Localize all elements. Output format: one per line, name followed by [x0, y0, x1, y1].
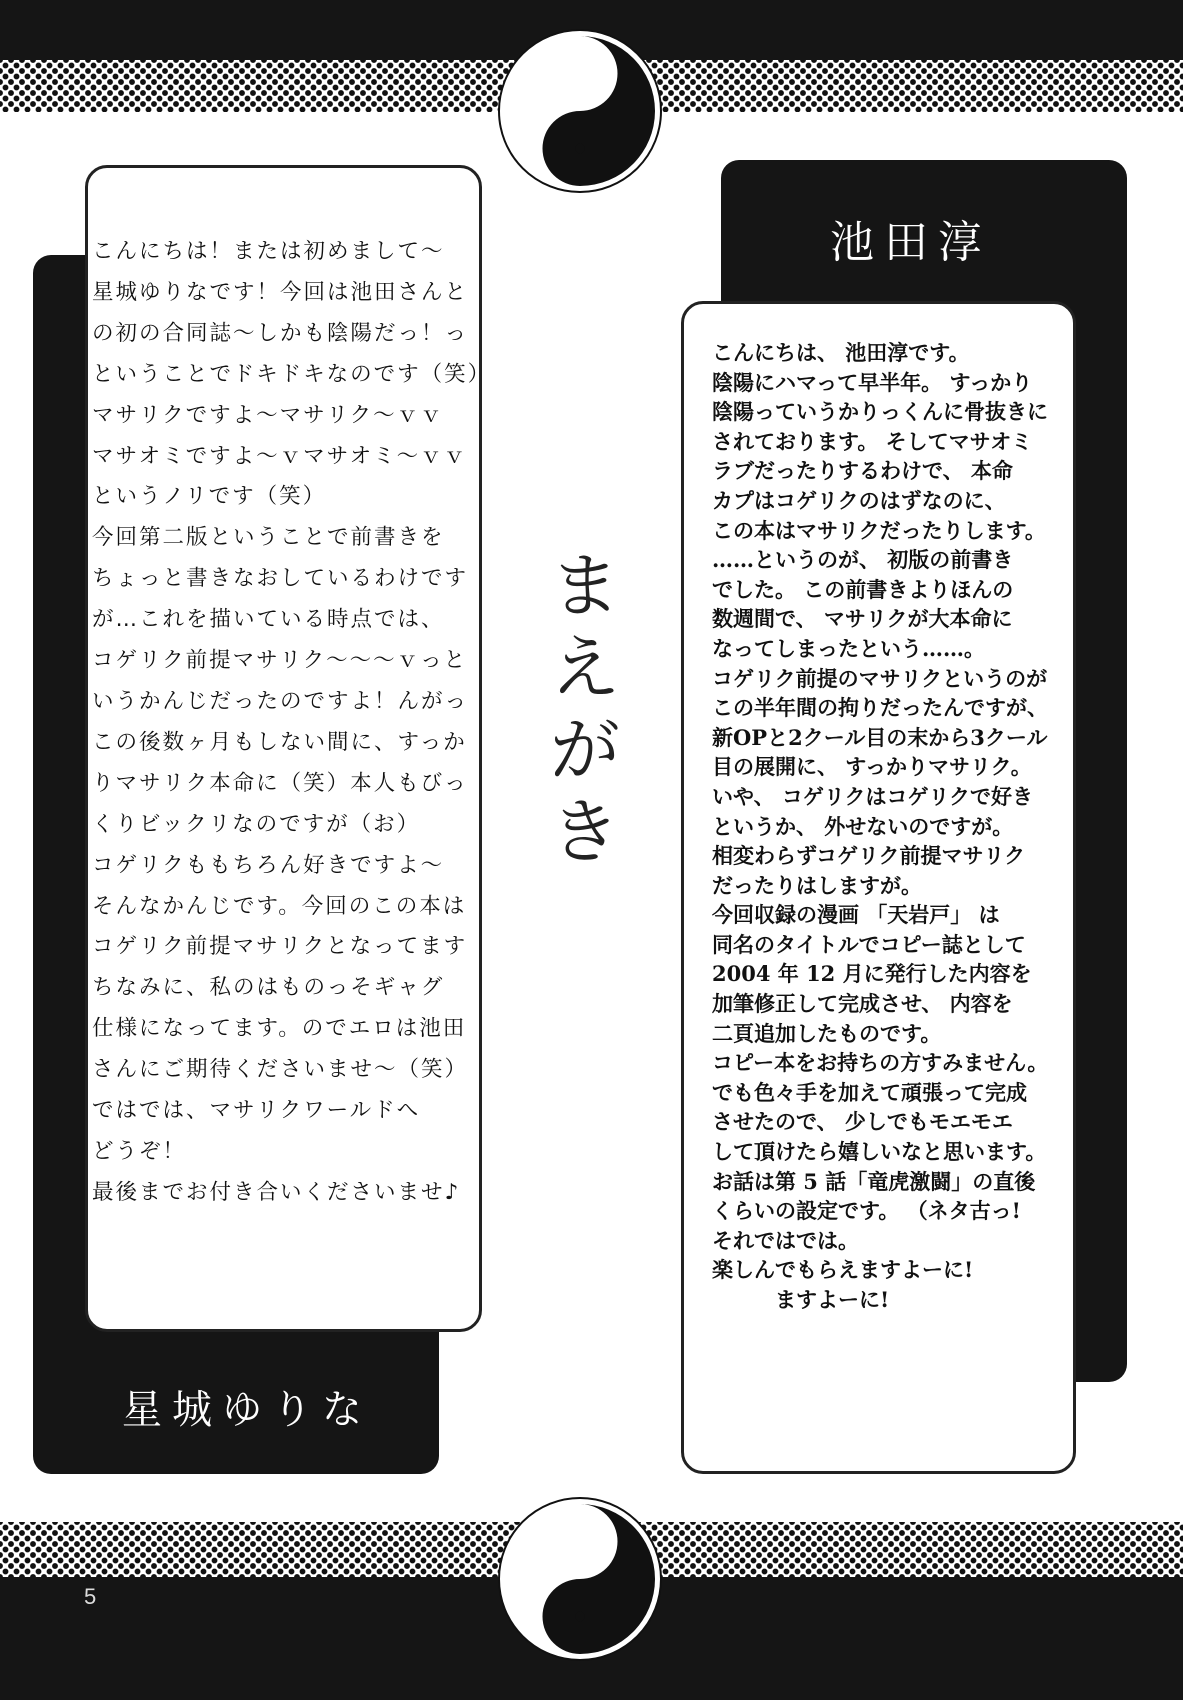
text-line: ラブだったりするわけで、 本命	[712, 458, 1013, 484]
text-line: 2004 年 12 月に発行した内容を	[712, 961, 1032, 987]
text-line: こんにちは！または初めまして～	[92, 239, 445, 264]
text-line: でした。 この前書きよりほんの	[712, 576, 1014, 602]
text-line: コゲリクももちろん好きですよ～	[92, 852, 445, 878]
text-line: お話は第 5 話「竜虎激闘」の直後	[712, 1168, 1036, 1194]
text-line: 数週間で、 マサリクが大本命に	[712, 606, 1013, 632]
text-line: ……というのが、 初版の前書き	[712, 547, 1014, 573]
text-line: 仕様になってます。のでエロは池田	[92, 1016, 467, 1042]
text-line: 加筆修正して完成させ、 内容を	[712, 991, 1013, 1017]
text-line: ちなみに、私のはものっそギャグ	[92, 975, 445, 1001]
title-char: き	[550, 791, 620, 873]
text-line: 今回収録の漫画 「天岩戸」 は	[712, 902, 1000, 928]
text-line: ということでドキドキなのです（笑）	[92, 361, 492, 387]
text-line: 最後までお付き合いくださいませ♪	[92, 1179, 461, 1205]
text-line: 今回第二版ということで前書きを	[92, 525, 445, 551]
text-line: 星城ゆりなです！今回は池田さんと	[92, 279, 469, 305]
text-line: どうぞ！	[92, 1138, 187, 1164]
text-line: 相変わらずコゲリク前提マサリク	[712, 843, 1026, 869]
text-line: 二頁追加したものです。	[712, 1020, 942, 1046]
yin-yang-icon-bottom	[497, 1496, 663, 1662]
text-line: この本はマサリクだったりします。	[712, 517, 1046, 543]
text-line: くらいの設定です。 （ネタ古っ!	[712, 1198, 1021, 1224]
left-message-text	[92, 232, 492, 1214]
text-line: なってしまったという……。	[712, 635, 985, 661]
text-line: コピー本をお持ちの方すみません。	[712, 1050, 1049, 1076]
text-line: この後数ヶ月もしない間に、すっか	[92, 729, 467, 755]
text-line: ちょっと書きなおしているわけです	[92, 566, 469, 592]
title-char: ま	[550, 545, 620, 627]
title-char: え	[550, 627, 620, 709]
text-line: カプはコゲリクのはずなのに、	[712, 487, 1006, 513]
text-line: いや、 コゲリクはコゲリクで好き	[712, 783, 1034, 809]
page-number: 5	[84, 1584, 97, 1609]
title-char: が	[550, 709, 620, 791]
yin-yang-icon-top	[497, 28, 663, 194]
text-line: コゲリク前提のマサリクというのが	[712, 665, 1048, 691]
text-line: されております。 そしてマサオミ	[712, 428, 1033, 454]
text-line: でも色々手を加えて頑張って完成	[712, 1079, 1027, 1105]
text-line: そんなかんじです。今回のこの本は	[92, 893, 467, 919]
text-line: 新OPと2クール目の末から3クール	[712, 724, 1048, 750]
left-author-name: 星城ゆりな	[122, 1387, 372, 1433]
text-line: 同名のタイトルでコピー誌として	[712, 931, 1026, 957]
right-message-text	[712, 338, 1072, 1315]
text-line: 楽しんでもらえますよーに!	[712, 1257, 974, 1283]
text-line: というノリです（笑）	[92, 484, 327, 510]
text-line: 陰陽にハマって早半年。 すっかり	[712, 369, 1033, 395]
text-line: こんにちは、 池田淳です。	[712, 340, 970, 365]
text-line: りマサリク本命に（笑）本人もびっ	[92, 770, 468, 796]
text-line: して頂けたら嬉しいなと思います。	[712, 1139, 1047, 1165]
text-line: この半年間の拘りだったんですが、	[712, 695, 1048, 721]
text-line: くりビックリなのですが（お）	[92, 811, 421, 837]
text-line: だったりはしますが。	[712, 872, 922, 898]
text-line: それではでは。	[712, 1227, 859, 1253]
text-line: いうかんじだったのですよ！んがっ	[92, 688, 469, 714]
text-line: の初の合同誌～しかも陰陽だっ！っ	[92, 320, 469, 346]
text-line: コゲリク前提マサリクとなってます	[92, 934, 468, 960]
text-line: 目の展開に、 すっかりマサリク。	[712, 754, 1032, 780]
text-line: さんにご期待くださいませ～（笑）	[92, 1057, 469, 1083]
text-line: ますよーに!	[712, 1287, 890, 1312]
text-line: 陰陽っていうかりっくんに骨抜きに	[712, 399, 1048, 425]
text-line: が…これを描いている時点では、	[92, 607, 445, 633]
right-author-name: 池田淳	[830, 217, 992, 268]
text-line: というか、 外せないのですが。	[712, 813, 1014, 839]
text-line: コゲリク前提マサリク～～～ｖっと	[92, 648, 468, 674]
text-line: させたので、 少しでもモエモエ	[712, 1109, 1013, 1135]
text-line: ではでは、マサリクワールドへ	[92, 1098, 421, 1124]
text-line: マサオミですよ～ｖマサオミ～ｖｖ	[92, 443, 468, 469]
text-line: マサリクですよ～マサリク～ｖｖ	[92, 402, 444, 428]
page-title	[545, 545, 625, 873]
